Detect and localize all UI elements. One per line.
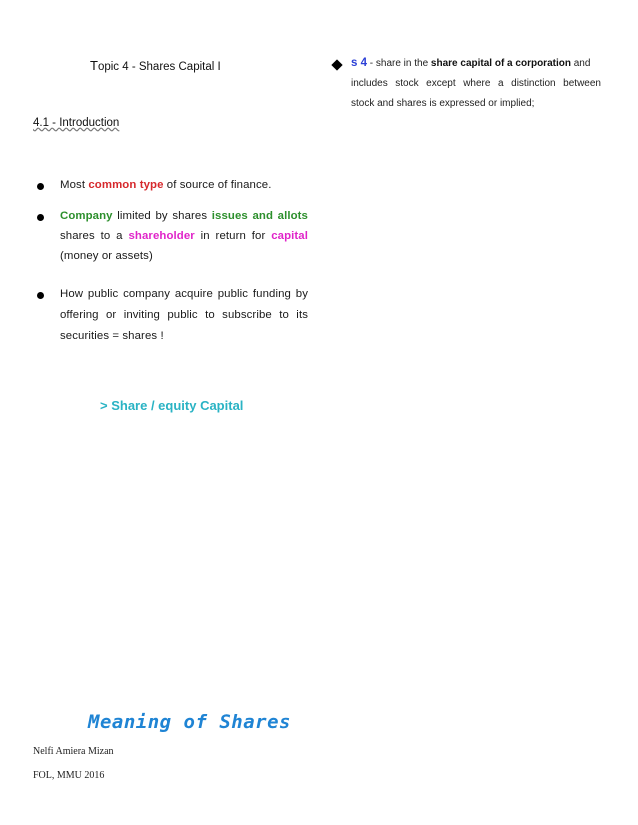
bullet-2-text: Company limited by shares issues and allots shares to a shareholder in return for capital (money or assets) [60,210,309,262]
page-title: Topic 4 - Shares Capital I [90,58,221,73]
bullet-1-text: Most common type of source of finance. [60,179,272,191]
footer-author: Nelfi Amiera Mizan [33,746,114,757]
diamond-bullet-icon [331,59,342,70]
bullet-dot-icon [37,292,44,299]
bullet-dot-icon [37,183,44,190]
section-heading: 4.1 - Introduction [33,117,120,129]
bullet-dot-icon [37,214,44,221]
subheading-equity-capital: > Share / equity Capital [100,398,244,413]
meaning-of-shares-heading: Meaning of Shares [88,711,291,733]
footer-institution: FOL, MMU 2016 [33,770,105,781]
bullet-3-text: How public company acquire public funding by offering or inviting public to subscribe to its securities = shares ! [60,288,308,342]
right-column-text: s 4 - share in the share capital of a corporation and includes stock except where a distinction between stock and shares is expressed or implied; [351,57,601,109]
